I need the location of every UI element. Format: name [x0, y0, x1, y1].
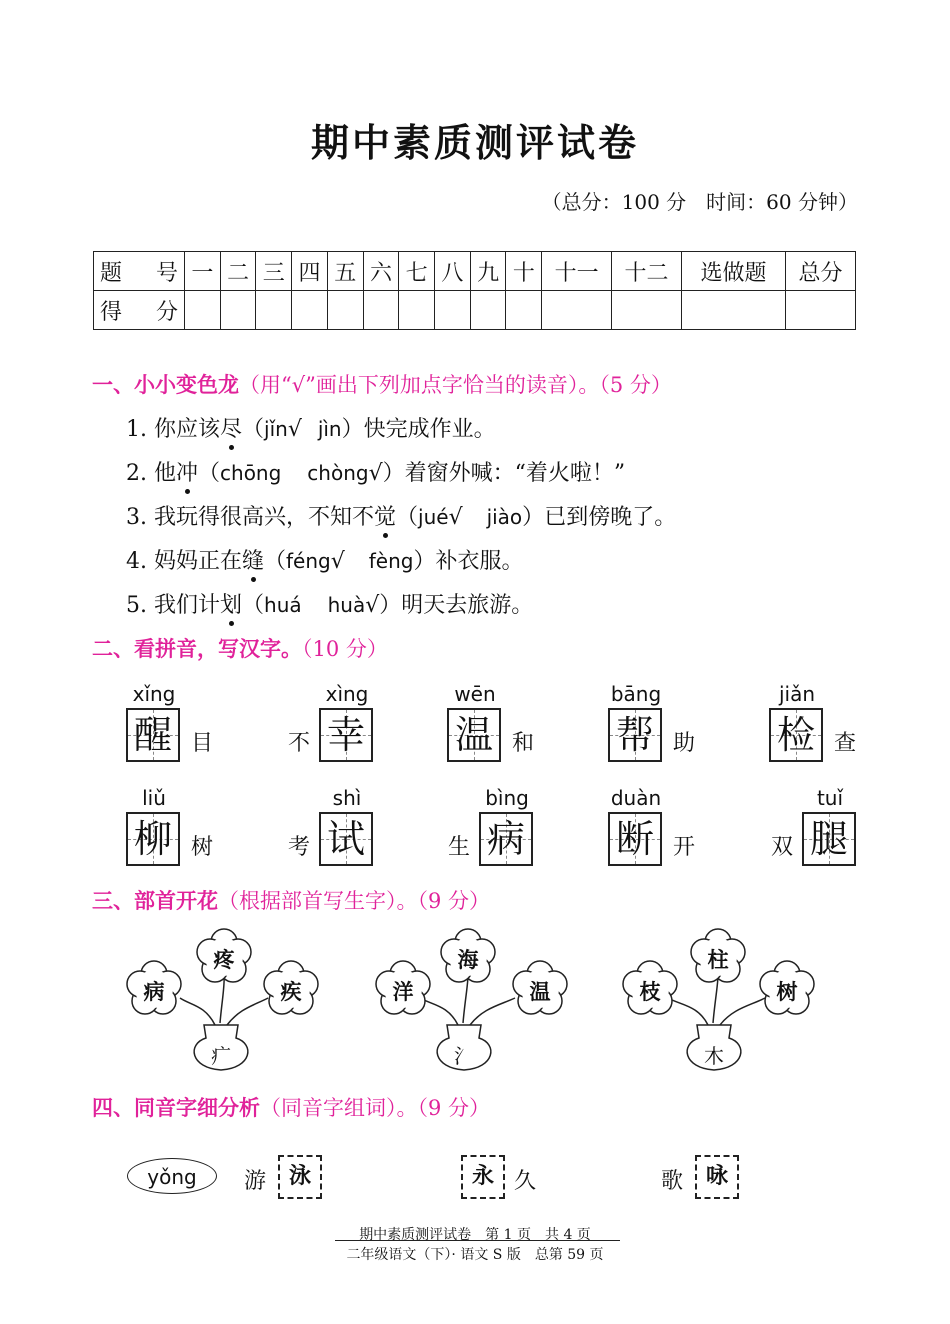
- question-text: 补衣服。: [435, 549, 524, 574]
- paren: （: [198, 461, 221, 486]
- flower-char: 树: [776, 980, 798, 1004]
- written-char: 检: [776, 713, 815, 757]
- word-part: 树: [191, 835, 214, 860]
- answer-box[interactable]: 永: [461, 1155, 505, 1199]
- pinyin-label: shì: [332, 786, 362, 810]
- word-part: 不: [288, 731, 311, 756]
- question-text: 明天去旅游。: [401, 593, 534, 618]
- col-header: 八: [435, 252, 471, 291]
- answer-box[interactable]: 泳: [278, 1155, 322, 1199]
- question-text: 2. 他: [126, 461, 176, 486]
- score-info: （总分：100 分 时间：60 分钟）: [541, 190, 858, 214]
- section-title: 三、部首开花: [92, 889, 218, 913]
- question-text: 着窗外喊：“着火啦！”: [404, 461, 626, 486]
- paren: （: [264, 549, 287, 574]
- written-char: 柳: [133, 817, 172, 861]
- word-part: 歌: [661, 1169, 684, 1194]
- question-text: 已到傍晚了。: [544, 505, 677, 530]
- answer-box[interactable]: 咏: [695, 1155, 739, 1199]
- flower-char: 海: [457, 948, 479, 972]
- paren: （: [396, 505, 419, 530]
- pinyin-option[interactable]: huá: [264, 593, 302, 617]
- radical-label: 氵: [454, 1044, 474, 1068]
- pinyin-label: tuǐ: [816, 786, 844, 810]
- written-char: 试: [326, 817, 365, 861]
- footer-line1: 期中素质测评试卷 第 1 页 共 4 页: [359, 1227, 591, 1243]
- section2-heading: [92, 633, 388, 663]
- col-header: 九: [470, 252, 506, 291]
- word-part: 目: [191, 731, 214, 756]
- pinyin-label: liǔ: [142, 786, 166, 810]
- radical-label: 木: [704, 1044, 724, 1068]
- paren: ）: [379, 593, 402, 618]
- char-grid[interactable]: [479, 812, 533, 866]
- score-cell[interactable]: [542, 291, 612, 330]
- word-part: 久: [514, 1169, 537, 1194]
- word-part: 开: [673, 835, 696, 860]
- dotted-char: 觉: [373, 505, 396, 530]
- col-header: 六: [363, 252, 399, 291]
- check-mark: √: [448, 505, 463, 530]
- score-cell[interactable]: [435, 291, 471, 330]
- char-grid[interactable]: [608, 812, 662, 866]
- score-cell[interactable]: [399, 291, 435, 330]
- section-title: 二、看拼音，写汉字。: [92, 637, 302, 661]
- question-item: [126, 544, 523, 575]
- dotted-char: 尽: [219, 417, 242, 442]
- col-header: 四: [292, 252, 328, 291]
- score-header-row: [94, 252, 856, 291]
- col-header: 三: [256, 252, 292, 291]
- paren: （: [242, 417, 265, 442]
- radical-label: 疒: [211, 1044, 231, 1068]
- written-char: 病: [486, 817, 525, 861]
- written-char: 腿: [809, 817, 848, 861]
- col-header: 五: [327, 252, 363, 291]
- score-cell[interactable]: [785, 291, 855, 330]
- score-cell[interactable]: [327, 291, 363, 330]
- flower-char: 疼: [213, 948, 235, 972]
- pinyin-option[interactable]: jìn: [317, 417, 342, 441]
- score-cell[interactable]: [363, 291, 399, 330]
- pinyin-label: xǐng: [132, 682, 176, 706]
- check-mark: √: [287, 417, 302, 442]
- written-char: 温: [454, 713, 493, 757]
- word-part: 助: [673, 731, 696, 756]
- word-part: 和: [512, 731, 535, 756]
- check-mark: √: [365, 593, 380, 618]
- col-header: 十二: [612, 252, 682, 291]
- score-cell[interactable]: [506, 291, 542, 330]
- char-grid[interactable]: [608, 708, 662, 762]
- flower-char: 温: [529, 980, 551, 1004]
- score-cell[interactable]: [256, 291, 292, 330]
- written-char: 醒: [133, 713, 172, 757]
- flower-char: 洋: [392, 980, 414, 1004]
- char-grid[interactable]: [126, 708, 180, 762]
- score-cell[interactable]: [292, 291, 328, 330]
- pinyin-label: xìng: [325, 682, 369, 706]
- word-part: 生: [448, 835, 471, 860]
- char-grid[interactable]: [802, 812, 856, 866]
- pinyin-label: bìng: [485, 786, 529, 810]
- question-item: [126, 588, 533, 619]
- col-header: 十一: [542, 252, 612, 291]
- score-cell[interactable]: [220, 291, 256, 330]
- pinyin-option[interactable]: chòng: [307, 461, 369, 485]
- word-part: 游: [244, 1169, 267, 1194]
- question-text: 1. 你应该: [126, 417, 220, 442]
- written-char: 帮: [615, 713, 654, 757]
- char-grid[interactable]: [126, 812, 180, 866]
- col-header: 二: [220, 252, 256, 291]
- check-mark: √: [330, 549, 345, 574]
- row-label: 题号: [94, 252, 185, 291]
- score-cell[interactable]: [681, 291, 785, 330]
- row-label: 得分: [94, 291, 185, 330]
- question-text: 4. 妈妈正在: [126, 549, 242, 574]
- col-header: 七: [399, 252, 435, 291]
- section-note: （用“√”画出下列加点字恰当的读音）。（5 分）: [239, 373, 672, 397]
- pinyin-label: wēn: [454, 682, 496, 706]
- pinyin-option[interactable]: jiào: [486, 505, 523, 529]
- written-char: 幸: [326, 713, 365, 757]
- section3-heading: [92, 885, 490, 915]
- section4-heading: [92, 1092, 490, 1122]
- question-text: 3. 我玩得很高兴，不知不: [126, 505, 374, 530]
- score-cell[interactable]: [612, 291, 682, 330]
- written-char: 断: [615, 817, 654, 861]
- page-title: 期中素质测评试卷: [310, 121, 639, 165]
- score-cell[interactable]: [470, 291, 506, 330]
- pinyin-label: bāng: [610, 682, 662, 706]
- dotted-char: 缝: [241, 549, 264, 574]
- score-cell[interactable]: [185, 291, 221, 330]
- footer-line2: 二年级语文（下）· 语文 S 版 总第 59 页: [346, 1247, 604, 1263]
- word-part: 查: [834, 731, 857, 756]
- pinyin-label: duàn: [610, 786, 662, 810]
- section-title: 四、同音字细分析: [92, 1096, 260, 1120]
- dotted-char: 冲: [175, 461, 198, 486]
- word-part: 双: [771, 835, 794, 860]
- question-item: [126, 412, 496, 443]
- check-mark: √: [368, 461, 383, 486]
- question-text: 快完成作业。: [363, 417, 496, 442]
- pinyin-option[interactable]: jué: [418, 505, 449, 529]
- col-header: 十: [506, 252, 542, 291]
- pinyin-option[interactable]: huà: [327, 593, 366, 617]
- col-header: 一: [185, 252, 221, 291]
- pinyin-option[interactable]: jǐn: [264, 417, 288, 441]
- pinyin-option[interactable]: chōng: [220, 461, 282, 485]
- col-header: 总分: [785, 252, 855, 291]
- pinyin-option[interactable]: féng: [286, 549, 331, 573]
- char-grid[interactable]: [319, 812, 373, 866]
- pinyin-oval: yǒng: [127, 1158, 217, 1194]
- char-grid[interactable]: [447, 708, 501, 762]
- paren: ）: [382, 461, 405, 486]
- pinyin-option[interactable]: fèng: [368, 549, 414, 573]
- flower-char: 柱: [707, 948, 729, 972]
- section-title: 一、小小变色龙: [92, 373, 239, 397]
- dotted-char: 划: [219, 593, 242, 618]
- score-value-row: [94, 291, 856, 330]
- char-grid[interactable]: [769, 708, 823, 762]
- flower-char: 病: [143, 980, 165, 1004]
- paren: ）: [413, 549, 436, 574]
- paren: （: [242, 593, 265, 618]
- flower-char: 枝: [639, 980, 661, 1004]
- word-part: 考: [288, 835, 311, 860]
- section-note: （10 分）: [302, 637, 388, 661]
- question-item: [126, 500, 676, 531]
- flower-char: 疾: [280, 980, 302, 1004]
- char-grid[interactable]: [319, 708, 373, 762]
- section-note: （同音字组词）。（9 分）: [260, 1096, 491, 1120]
- question-text: 5. 我们计: [126, 593, 220, 618]
- paren: ）: [341, 417, 364, 442]
- col-header: 选做题: [681, 252, 785, 291]
- question-item: [126, 456, 625, 487]
- paren: ）: [522, 505, 545, 530]
- section-note: （根据部首写生字）。（9 分）: [218, 889, 491, 913]
- pinyin-label: jiǎn: [778, 682, 816, 706]
- score-table: [93, 251, 856, 330]
- section1-heading: [92, 369, 672, 399]
